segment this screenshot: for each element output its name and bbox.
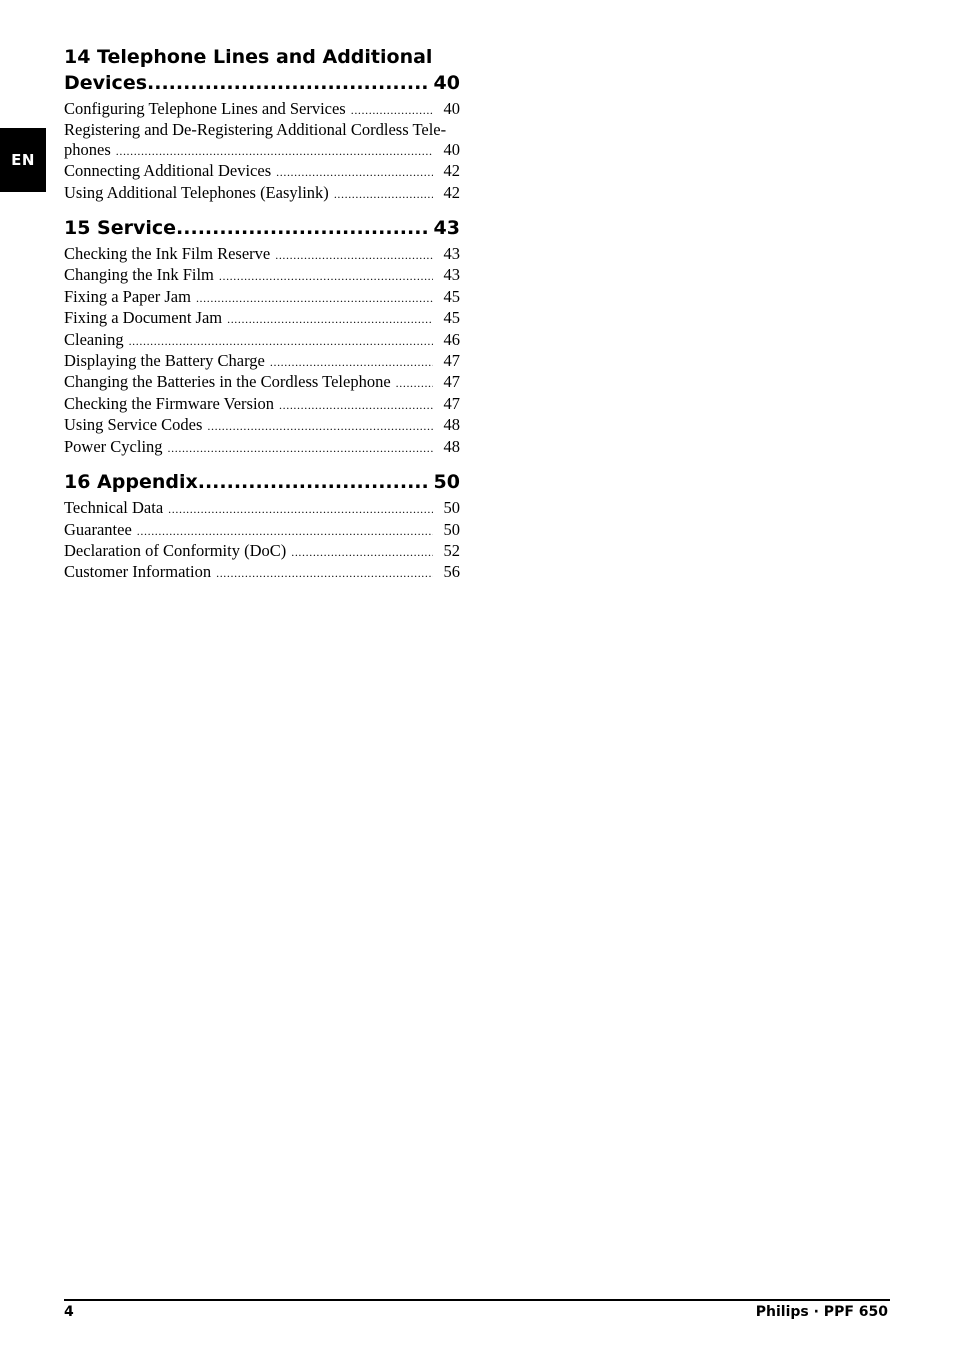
toc-entry-page: 50 <box>443 519 460 539</box>
dot-leader <box>116 142 433 161</box>
toc-entry[interactable] <box>64 99 460 120</box>
toc-section-14 <box>64 44 460 204</box>
toc-section-title-line1: 14 Telephone Lines and Additional <box>64 46 433 68</box>
toc-section-heading[interactable] <box>64 215 460 241</box>
toc-section-heading[interactable] <box>64 469 460 495</box>
toc-entry-title: Declaration of Conformity (DoC) <box>64 540 287 560</box>
toc-entry[interactable] <box>64 244 460 265</box>
toc-entry-title: Technical Data <box>64 498 164 518</box>
toc-entry[interactable] <box>64 437 460 458</box>
toc-entry-page: 50 <box>443 498 460 518</box>
toc-entry[interactable] <box>64 330 460 351</box>
footer-page-number: 4 <box>64 1304 74 1320</box>
toc-entry-page: 47 <box>443 393 460 413</box>
dot-leader <box>196 289 433 308</box>
dot-leader <box>276 163 433 182</box>
toc-section-16 <box>64 469 460 584</box>
toc-entry-page: 45 <box>443 308 460 328</box>
toc-section-page: 40 <box>433 72 460 94</box>
dot-leader <box>129 332 433 351</box>
language-label: EN <box>11 151 35 169</box>
toc-entry[interactable] <box>64 541 460 562</box>
dot-leader <box>216 564 433 583</box>
toc-entry-page: 48 <box>443 436 460 456</box>
dot-leader <box>168 439 433 458</box>
dot-leader <box>168 500 433 519</box>
table-of-contents <box>64 44 460 584</box>
toc-entry[interactable] <box>64 415 460 436</box>
toc-entry[interactable] <box>64 498 460 519</box>
dot-leader <box>291 543 433 562</box>
toc-entry[interactable] <box>64 562 460 583</box>
toc-entry-page: 42 <box>443 161 460 181</box>
toc-section-15 <box>64 215 460 458</box>
toc-entry-page: 47 <box>443 351 460 371</box>
dot-leader <box>279 396 433 415</box>
toc-entry-page: 52 <box>443 540 460 560</box>
toc-entry[interactable] <box>64 120 460 161</box>
dot-leader <box>275 246 433 265</box>
toc-entry[interactable] <box>64 265 460 286</box>
toc-entry-title: Connecting Additional Devices <box>64 161 272 181</box>
toc-entry-page: 46 <box>443 329 460 349</box>
toc-entry-title: Cleaning <box>64 329 124 349</box>
toc-entry[interactable] <box>64 394 460 415</box>
toc-entry-title: Checking the Firmware Version <box>64 393 275 413</box>
toc-entry-title: Using Service Codes <box>64 415 203 435</box>
dot-leader <box>351 101 433 120</box>
toc-entry-title: Changing the Batteries in the Cordless Telephone <box>64 372 391 392</box>
toc-entry-page: 47 <box>443 372 460 392</box>
toc-entry-title: Customer Information <box>64 562 212 582</box>
toc-entry-title: Configuring Telephone Lines and Services <box>64 99 346 118</box>
toc-entry-title: Power Cycling <box>64 436 163 456</box>
toc-section-title: Devices <box>64 72 148 94</box>
toc-entry[interactable] <box>64 308 460 329</box>
toc-entry-title: Displaying the Battery Charge <box>64 351 265 371</box>
dot-leader <box>396 374 433 393</box>
footer-product-name: Philips · PPF 650 <box>755 1304 888 1320</box>
dot-leader <box>137 522 433 541</box>
toc-entry[interactable] <box>64 161 460 182</box>
toc-entry-title: Using Additional Telephones (Easylink) <box>64 182 329 202</box>
toc-entry-page: 45 <box>443 286 460 306</box>
toc-entry[interactable] <box>64 183 460 204</box>
toc-entry-title: Fixing a Document Jam <box>64 308 223 328</box>
toc-entry-title-line1: Registering and De-Registering Additional Cordless Tele- <box>64 120 447 140</box>
dot-leader <box>176 215 428 241</box>
toc-entry-page: 40 <box>443 139 460 159</box>
toc-section-page: 43 <box>433 217 460 240</box>
dot-leader <box>219 267 433 286</box>
footer-divider <box>64 1299 890 1301</box>
language-tab <box>0 128 46 192</box>
dot-leader <box>334 185 433 204</box>
toc-entry-page: 42 <box>443 182 460 202</box>
toc-entry-title: Guarantee <box>64 519 132 539</box>
dot-leader <box>198 469 428 495</box>
toc-entry[interactable] <box>64 372 460 393</box>
toc-entry[interactable] <box>64 351 460 372</box>
dot-leader <box>227 310 433 329</box>
toc-section-heading[interactable] <box>64 44 460 96</box>
dot-leader <box>147 70 428 96</box>
toc-section-title: 15 Service <box>64 217 177 240</box>
dot-leader <box>207 417 433 436</box>
toc-entry-page: 43 <box>443 244 460 264</box>
toc-entry-page: 40 <box>443 99 460 118</box>
toc-entry-page: 48 <box>443 415 460 435</box>
toc-entry-title: Fixing a Paper Jam <box>64 286 191 306</box>
toc-entry[interactable] <box>64 287 460 308</box>
toc-section-page: 50 <box>433 471 460 494</box>
toc-entry-page: 43 <box>443 265 460 285</box>
toc-section-title: 16 Appendix <box>64 471 198 494</box>
toc-entry-title: Checking the Ink Film Reserve <box>64 244 271 264</box>
toc-entry-page: 56 <box>443 562 460 582</box>
toc-entry-title: Changing the Ink Film <box>64 265 214 285</box>
dot-leader <box>270 353 433 372</box>
toc-entry[interactable] <box>64 520 460 541</box>
toc-entry-title: phones <box>64 139 111 159</box>
